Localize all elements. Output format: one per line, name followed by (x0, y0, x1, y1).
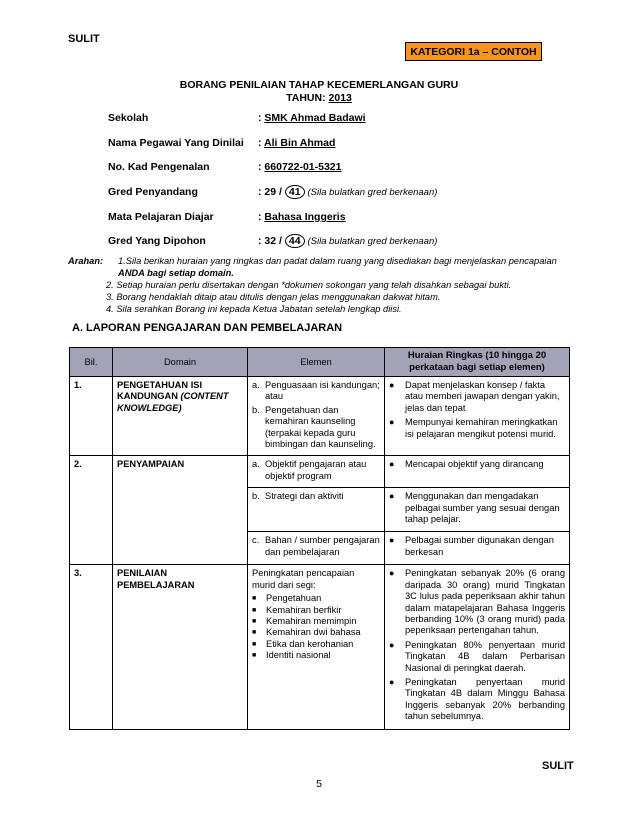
section-title: A. LAPORAN PENGAJARAN DAN PEMBELAJARAN (72, 322, 343, 334)
instruction-line: 1.Sila berikan huraian yang ringkas dan padat dalam ruang yang disediakan bagi menjelaskan pencapaian (118, 256, 557, 266)
elemen-cell (248, 377, 385, 456)
domain-cell: PENYAMPAIAN (113, 456, 248, 565)
list-item: ■ Kemahiran dwi bahasa (252, 627, 361, 638)
square-bullet-icon: ■ (252, 640, 257, 648)
instruction-line: 3. Borang hendaklah ditaip atau ditulis dengan jelas menggunakan dakwat hitam. (106, 292, 441, 302)
list-item: ■ Kemahiran berfikir (252, 604, 342, 615)
elemen-cell: Peningkatan pencapaian murid dari segi: ■ Pengetahuan ■ Kemahiran berfikir ■ Kemahiran memimpin ■ Kemahiran dwi bahasa ■ Etika dan kerohanian ■ Identiti nasional (248, 565, 385, 729)
field-value-sekolah: : SMK Ahmad Badawi (258, 112, 366, 124)
huraian-cell (385, 565, 570, 729)
domain-cell: PENGETAHUAN ISI KANDUNGAN (CONTENT KNOWLEDGE) (113, 377, 248, 456)
square-bullet-icon: ■ (252, 629, 257, 637)
assessment-table (69, 347, 570, 730)
circled-grade: 41 (285, 185, 305, 199)
instruction-line: ANDA bagi setiap domain. (118, 268, 234, 278)
header-huraian: Huraian Ringkas (10 hingga 20 perkataan bagi setiap elemen) (385, 348, 570, 377)
elemen-cell: a. Objektif pengajaran atau objektif program (248, 456, 385, 488)
bullet-icon: ● (389, 491, 395, 502)
field-label-gred: Gred Penyandang (108, 186, 198, 198)
table-row (70, 565, 570, 729)
field-label-mata: Mata Pelajaran Diajar (108, 211, 214, 223)
list-item: ● Dapat menjelaskan konsep / fakta atau memberi jawapan dengan yakin, jelas dan tepat (389, 380, 560, 413)
bullet-icon: ● (389, 417, 395, 428)
elemen-cell: b. Strategi dan aktiviti (248, 488, 385, 532)
table-row (70, 377, 570, 456)
bullet-icon: ● (389, 568, 395, 579)
field-label-sekolah: Sekolah (108, 112, 149, 124)
instruction-line: 4. Sila serahkan Borang ini kepada Ketua Jabatan setelah lengkap diisi. (106, 304, 402, 314)
kategori-badge: KATEGORI 1a – CONTOH (405, 42, 542, 61)
list-item: ● Peningkatan penyertaan murid Tingkatan 4B dalam Minggu Bahasa Inggeris sebanyak 20% berbanding tahun sebelumnya. (389, 676, 565, 722)
elemen-cell: c. Bahan / sumber pengajaran dan pembelajaran (248, 532, 385, 565)
bullet-icon: ● (389, 459, 395, 470)
huraian-cell (385, 377, 570, 456)
field-label-kp: No. Kad Pengenalan (108, 161, 210, 173)
table-row (70, 456, 570, 488)
square-bullet-icon: ■ (252, 652, 257, 660)
field-value-dipohon: : 32 / 44 (Sila bulatkan gred berkenaan) (258, 235, 438, 247)
header-elemen: Elemen (248, 348, 385, 377)
huraian-cell: ● Menggunakan dan mengadakan pelbagai sumber yang sesuai dengan tahap pelajar. (385, 488, 570, 532)
circled-grade: 44 (285, 234, 305, 248)
year-value: 2013 (328, 92, 352, 104)
row-number: 2. (70, 456, 113, 565)
huraian-cell: ● Pelbagai sumber digunakan dengan berkesan (385, 532, 570, 565)
bullet-icon: ● (389, 639, 395, 650)
field-label-dipohon: Gred Yang Dipohon (108, 235, 206, 247)
list-item: ● Peningkatan sebanyak 20% (6 orang daripada 30 orang) murid Tingkatan 3C lulus pada peperiksaan akhir tahun dalam matapelajaran Bahasa Inggeris berbanding 10% (3 orang murid) pada peperiksaan pertengahan tahun. (389, 568, 565, 636)
row-number: 3. (70, 565, 113, 729)
bullet-icon: ● (389, 380, 395, 390)
bullet-icon: ● (389, 535, 395, 546)
list-item: b. Pengetahuan dan kemahiran kaunseling (terpakai kepada guru bimbingan dan kaunseling. (252, 404, 376, 450)
list-item: ■ Etika dan kerohanian (252, 638, 354, 649)
instructions-label: Arahan: (68, 256, 104, 266)
list-item: ■ Kemahiran memimpin (252, 615, 357, 626)
field-value-kp: : 660722-01-5321 (258, 161, 342, 173)
row-number: 1. (70, 377, 113, 456)
year-label: TAHUN: (286, 92, 326, 104)
form-year-line (0, 92, 638, 104)
list-item: a. Penguasaan isi kandungan; atau (252, 380, 380, 402)
bullet-icon: ● (389, 676, 395, 687)
square-bullet-icon: ■ (252, 617, 257, 625)
header-bil: Bil. (70, 348, 113, 377)
square-bullet-icon: ■ (252, 606, 257, 614)
form-title: BORANG PENILAIAN TAHAP KECEMERLANGAN GURU (179, 79, 459, 91)
sulit-header-label: SULIT (68, 33, 100, 45)
list-item: ● Peningkatan 80% penyertaan murid Tingkatan 4B dalam Perbarisan Nasional di peringkat daerah. (389, 639, 565, 673)
instruction-line: 2. Setiap huraian perlu disertakan dengan *dokumen sokongan yang telah disahkan sebagai bukti. (106, 280, 512, 290)
field-label-nama: Nama Pegawai Yang Dinilai (108, 137, 244, 149)
field-value-nama: : Ali Bin Ahmad (258, 137, 336, 149)
list-item: ■ Identiti nasional (252, 650, 331, 661)
list-item: ● Mempunyai kemahiran meringkatkan isi pelajaran mengikut potensi murid. (389, 417, 558, 439)
sulit-footer-label: SULIT (542, 760, 574, 772)
table-header-row (70, 348, 570, 377)
huraian-cell: ● Mencapai objektif yang dirancang (385, 456, 570, 488)
list-item: ■ Pengetahuan (252, 593, 322, 604)
page-number: 5 (316, 778, 322, 790)
field-value-gred: : 29 / 41 (Sila bulatkan gred berkenaan) (258, 186, 438, 198)
header-domain: Domain (113, 348, 248, 377)
domain-cell: PENILAIAN PEMBELAJARAN (113, 565, 248, 729)
square-bullet-icon: ■ (252, 595, 257, 603)
field-value-mata: : Bahasa Inggeris (258, 211, 346, 223)
